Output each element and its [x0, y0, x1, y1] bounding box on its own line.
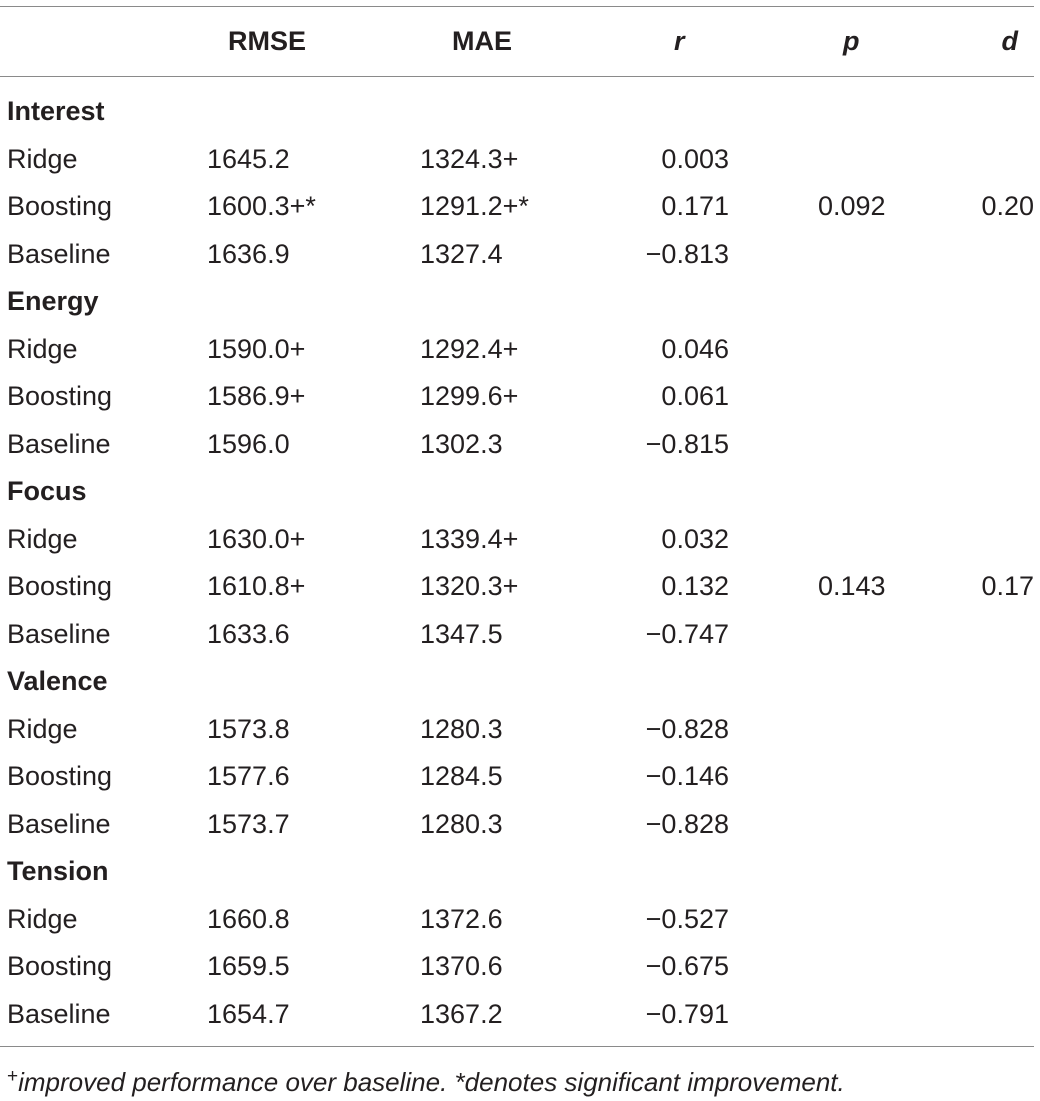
group-label: Tension: [7, 856, 109, 886]
rmse-value: 1577.6: [207, 761, 290, 791]
footnote-text: improved performance over baseline. *denotes significant improvement.: [18, 1067, 845, 1097]
r-value: −0.791: [645, 998, 729, 1029]
header-rmse: RMSE: [228, 26, 307, 56]
bottom-rule: [0, 1046, 1034, 1047]
table-row: [0, 563, 1040, 610]
model-name: Baseline: [7, 618, 111, 649]
r-value: 0.061: [661, 381, 729, 411]
r-value: 0.003: [661, 143, 729, 174]
rmse-value: 1660.8: [207, 903, 290, 934]
table-row: [0, 326, 1040, 373]
mae-value: 1280.3: [420, 713, 503, 744]
r-value: 0.132: [661, 571, 729, 601]
rmse-value: 1633.6: [207, 618, 290, 649]
r-value: 0.032: [661, 523, 729, 554]
table-footnote: [7, 1058, 845, 1101]
header-d: d: [1001, 26, 1018, 56]
r-value: −0.828: [645, 808, 729, 839]
r-value: −0.527: [645, 903, 729, 934]
mae-value: 1299.6+: [420, 381, 519, 411]
footnote-plus-mark: +: [7, 1066, 19, 1087]
mae-value: 1284.5: [420, 761, 503, 791]
group-row: [0, 88, 1040, 135]
rmse-value: 1654.7: [207, 998, 290, 1029]
rmse-value: 1636.9: [207, 238, 290, 269]
p-value: 0.143: [818, 571, 886, 601]
rmse-value: 1600.3+*: [207, 191, 316, 221]
header-rule: [0, 76, 1034, 77]
table-row: [0, 991, 1040, 1038]
top-rule: [0, 6, 1034, 7]
model-name: Baseline: [7, 808, 111, 839]
mae-value: 1292.4+: [420, 333, 519, 364]
rmse-value: 1590.0+: [207, 333, 306, 364]
mae-value: 1327.4: [420, 238, 503, 269]
rmse-value: 1586.9+: [207, 381, 306, 411]
table-row: [0, 136, 1040, 183]
rmse-value: 1610.8+: [207, 571, 306, 601]
rmse-value: 1596.0: [207, 428, 290, 459]
d-value: 0.17: [981, 571, 1034, 601]
model-name: Boosting: [7, 951, 113, 981]
rmse-value: 1573.7: [207, 808, 290, 839]
header-row: [0, 18, 1040, 65]
r-value: 0.171: [661, 191, 729, 221]
r-value: −0.146: [645, 761, 729, 791]
p-value: 0.092: [818, 191, 886, 221]
table-row: [0, 753, 1040, 800]
group-row: [0, 848, 1040, 895]
group-row: [0, 658, 1040, 705]
r-value: 0.046: [661, 333, 729, 364]
header-mae: MAE: [452, 26, 512, 56]
header-r: r: [674, 26, 685, 56]
mae-value: 1367.2: [420, 998, 503, 1029]
table-row: [0, 373, 1040, 420]
rmse-value: 1645.2: [207, 143, 290, 174]
mae-value: 1372.6: [420, 903, 503, 934]
mae-value: 1320.3+: [420, 571, 519, 601]
mae-value: 1347.5: [420, 618, 503, 649]
model-name: Boosting: [7, 381, 113, 411]
model-name: Baseline: [7, 238, 111, 269]
group-row: [0, 278, 1040, 325]
model-name: Ridge: [7, 143, 78, 174]
r-value: −0.813: [645, 238, 729, 269]
rmse-value: 1630.0+: [207, 523, 306, 554]
table-row: [0, 231, 1040, 278]
group-label: Focus: [7, 476, 87, 506]
table-row: [0, 896, 1040, 943]
mae-value: 1291.2+*: [420, 191, 529, 221]
model-name: Ridge: [7, 713, 78, 744]
rmse-value: 1659.5: [207, 951, 290, 981]
model-name: Baseline: [7, 428, 111, 459]
table-row: [0, 421, 1040, 468]
model-name: Boosting: [7, 571, 113, 601]
group-label: Energy: [7, 286, 99, 316]
table-row: [0, 943, 1040, 990]
group-label: Interest: [7, 96, 105, 126]
r-value: −0.747: [645, 618, 729, 649]
model-name: Boosting: [7, 761, 113, 791]
rmse-value: 1573.8: [207, 713, 290, 744]
model-name: Ridge: [7, 903, 78, 934]
model-name: Boosting: [7, 191, 113, 221]
model-name: Ridge: [7, 333, 78, 364]
d-value: 0.20: [981, 191, 1034, 221]
table-row: [0, 611, 1040, 658]
table-row: [0, 801, 1040, 848]
table-row: [0, 183, 1040, 230]
mae-value: 1302.3: [420, 428, 503, 459]
r-value: −0.675: [645, 951, 729, 981]
table-row: [0, 706, 1040, 753]
group-row: [0, 468, 1040, 515]
mae-value: 1370.6: [420, 951, 503, 981]
mae-value: 1324.3+: [420, 143, 519, 174]
r-value: −0.815: [645, 428, 729, 459]
mae-value: 1280.3: [420, 808, 503, 839]
r-value: −0.828: [645, 713, 729, 744]
model-name: Baseline: [7, 998, 111, 1029]
model-name: Ridge: [7, 523, 78, 554]
table-row: [0, 516, 1040, 563]
group-label: Valence: [7, 666, 108, 696]
mae-value: 1339.4+: [420, 523, 519, 554]
header-p: p: [843, 26, 860, 56]
